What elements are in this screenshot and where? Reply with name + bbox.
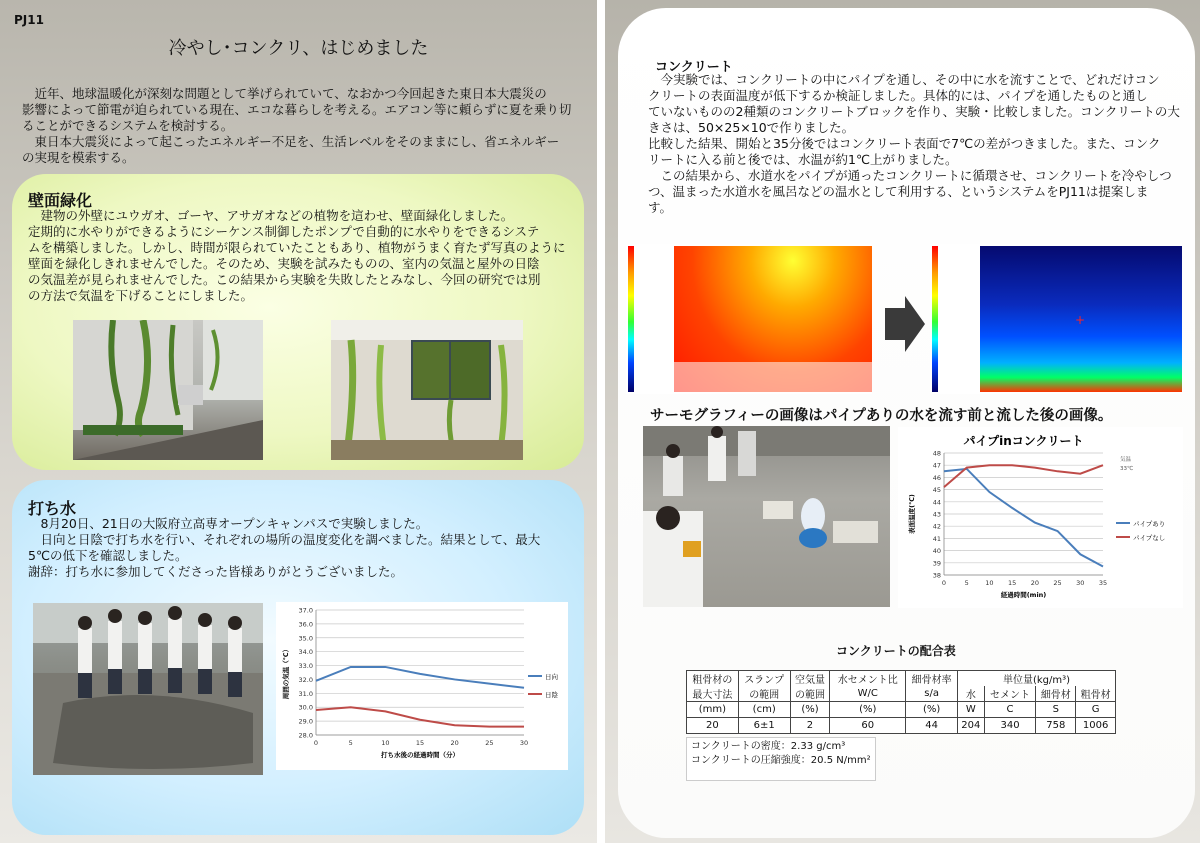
mix-head-cell: S xyxy=(1036,702,1076,718)
concrete-text: 今実験では、コンクリートの中にパイプを通し、その中に水を流すことで、どれだけコン クリートの表面温度が低下するか検証しました。具体的には、パイプを通したものと通し ていないものの2種類のコンクリートブロックを作り、実験・比較しました。コンクリートの大 きさは、50×25×10で作りました。 比較した結果、開始と35分後ではコンクリート表面で7℃の差がつきました。また、コンク リートに入る前と後では、水温が約1℃上がりました。 この結果から、水道水をパイプが通ったコンクリートに循環させ、コンクリートを冷やしつ つ、温まった水道水を風呂などの温水として利用する、というシステムをPJ11は提案しま す。 xyxy=(648,72,1180,215)
series-line-a xyxy=(944,469,1103,567)
mix-head-cell: 水 xyxy=(958,686,985,702)
mix-head-cell: 空気量 xyxy=(790,671,830,687)
legend-label: パイプなし xyxy=(1133,534,1166,542)
mix-cell: 1006 xyxy=(1076,718,1116,734)
concrete-heading: コンクリート xyxy=(655,60,733,75)
mix-table-title: コンクリートの配合表 xyxy=(836,644,956,658)
x-tick-label: 5 xyxy=(964,579,969,587)
x-tick-label: 25 xyxy=(485,739,494,747)
y-axis-label: 周囲の気温（℃） xyxy=(282,645,290,700)
page-title: 冷やし･コンクリ、はじめました xyxy=(168,38,429,59)
x-tick-label: 25 xyxy=(1053,579,1062,587)
water-sprinkling-text: 8月20日、21日の大阪府立高専オープンキャンパスで実験しました。 日向と日陰で打ち水を行い、それぞれの場所の温度変化を調べました。結果として、最大 5℃の低下を確認しました。 謝辞：打ち水に参加してくださった皆様ありがとうございました。 xyxy=(28,516,541,579)
legend-label: パイプあり xyxy=(1133,520,1166,528)
y-tick-label: 33.0 xyxy=(298,662,313,671)
legend-title: 33℃ xyxy=(1120,466,1134,472)
mix-cell: 2 xyxy=(790,718,830,734)
series-line-b xyxy=(316,707,524,726)
mix-head-cell: の範囲 xyxy=(738,686,790,702)
mix-head-cell: s/a xyxy=(906,686,958,702)
mix-cell: 6±1 xyxy=(738,718,790,734)
x-tick-label: 5 xyxy=(348,739,353,747)
x-tick-label: 20 xyxy=(1030,579,1039,587)
experiment-photo xyxy=(643,426,890,607)
legend-label: 日向 xyxy=(545,673,558,681)
thermal-image-after xyxy=(930,244,1182,394)
mix-table-header-row-3 xyxy=(687,702,1116,718)
concrete-density: コンクリートの密度：2.33 g/cm³ xyxy=(691,741,846,752)
chart-title: パイプinコンクリート xyxy=(963,434,1084,448)
mix-table-data-row xyxy=(687,718,1116,734)
concrete-strength: コンクリートの圧縮強度：20.5 N/mm² xyxy=(691,755,871,766)
x-tick-label: 15 xyxy=(415,739,425,747)
y-tick-label: 40 xyxy=(932,547,941,556)
sprinkling-chart-box xyxy=(276,602,568,770)
page-gutter xyxy=(597,0,605,843)
y-tick-label: 31.0 xyxy=(298,689,313,698)
mix-head-cell: 粗骨材の xyxy=(687,671,739,687)
y-axis-label: 表面温度(℃) xyxy=(908,494,916,534)
y-tick-label: 39 xyxy=(932,559,941,568)
green-wall-heading: 壁面緑化 xyxy=(28,191,93,210)
thermal-scale-before xyxy=(628,246,634,392)
mix-cell: 340 xyxy=(984,718,1036,734)
mix-head-cell: (mm) xyxy=(687,702,739,718)
x-tick-label: 35 xyxy=(1098,579,1108,587)
y-tick-label: 43 xyxy=(932,510,941,519)
x-tick-label: 30 xyxy=(519,739,529,747)
mix-table-header-row-2 xyxy=(687,686,1116,702)
y-tick-label: 42 xyxy=(932,522,941,531)
mix-head-cell: (%) xyxy=(790,702,830,718)
green-wall-photo-1 xyxy=(73,320,263,460)
y-tick-label: 46 xyxy=(932,473,941,482)
green-wall-text: 建物の外壁にユウガオ、ゴーヤ、アサガオなどの植物を這わせ、壁面緑化しました。 定期的に水やりができるようにシーケンス制御したポンプで自動的に水やりをできるシステ ムを構築しました。しかし、時間が限られていたこともあり、植物がうまく育たず写真のように 壁面を緑化しきれませんでした。そのため、実験を試みたものの、室内の気温と屋外の日陰 の気温差が見られませんでした。この結果から実験を失敗したとみなし、今回の研究では別 の方法で気温を下げることにしました。 xyxy=(28,208,566,303)
mix-head-cell: W xyxy=(958,702,985,718)
y-tick-label: 38 xyxy=(932,571,941,580)
mix-table-header-row-1 xyxy=(687,671,1116,687)
y-tick-label: 47 xyxy=(932,461,941,470)
intro-text: 近年、地球温暖化が深刻な問題として挙げられていて、なおかつ今回起きた東日本大震災の 影響によって節電が迫られている現在、エコな暮らしを考える。エアコン等に頼らずに夏を乗り切 ることができるシステムを検討する。 東日本大震災によって起こったエネルギー不足を、生活レベルをそのままにし、省エネルギー の実現を模索する。 xyxy=(22,86,572,165)
series-line-a xyxy=(316,667,524,688)
mix-head-cell: 単位量(kg/m³) xyxy=(958,671,1116,687)
series-line-b xyxy=(944,465,1103,487)
x-tick-label: 0 xyxy=(313,739,319,747)
mix-head-cell: (%) xyxy=(906,702,958,718)
y-tick-label: 48 xyxy=(932,449,941,458)
y-tick-label: 36.0 xyxy=(298,620,313,629)
mix-head-cell: の範囲 xyxy=(790,686,830,702)
mix-head-cell: セメント xyxy=(984,686,1036,702)
x-tick-label: 20 xyxy=(450,739,459,747)
thermal-scale-after xyxy=(932,246,938,392)
legend-label: 日陰 xyxy=(545,691,558,699)
y-tick-label: 30.0 xyxy=(298,703,313,712)
y-tick-label: 28.0 xyxy=(298,731,313,740)
y-tick-label: 35.0 xyxy=(298,634,313,643)
y-tick-label: 32.0 xyxy=(298,675,313,684)
sprinkling-chart xyxy=(276,602,568,770)
green-wall-photo-2 xyxy=(331,320,523,460)
mix-head-cell: 最大寸法 xyxy=(687,686,739,702)
mix-cell: 758 xyxy=(1036,718,1076,734)
legend-title: 気温 xyxy=(1120,457,1132,463)
arrow-right-icon xyxy=(885,296,925,356)
y-tick-label: 44 xyxy=(932,498,941,507)
pipe-chart-box xyxy=(898,427,1183,608)
crosshair-icon: + xyxy=(1075,313,1086,327)
x-tick-label: 10 xyxy=(985,579,994,587)
project-id: PJ11 xyxy=(14,13,44,27)
y-tick-label: 41 xyxy=(932,534,941,543)
water-sprinkling-heading: 打ち水 xyxy=(28,499,77,518)
water-sprinkling-photo xyxy=(33,603,263,775)
y-tick-label: 45 xyxy=(932,486,941,495)
mix-head-cell: G xyxy=(1076,702,1116,718)
mix-head-cell: 細骨材率 xyxy=(906,671,958,687)
x-tick-label: 15 xyxy=(1008,579,1017,587)
thermal-image-before xyxy=(626,244,872,394)
x-tick-label: 10 xyxy=(381,739,390,747)
x-tick-label: 0 xyxy=(941,579,947,587)
mix-head-cell: 細骨材 xyxy=(1036,686,1076,702)
x-tick-label: 30 xyxy=(1076,579,1085,587)
mix-head-cell: C xyxy=(984,702,1036,718)
mix-cell: 20 xyxy=(687,718,739,734)
x-axis-label: 打ち水後の経過時間（分） xyxy=(381,751,459,759)
mix-head-cell: 粗骨材 xyxy=(1076,686,1116,702)
thermo-caption: サーモグラフィーの画像はパイプありの水を流す前と流した後の画像。 xyxy=(650,408,1113,424)
mix-head-cell: スランプ xyxy=(738,671,790,687)
pipe-chart xyxy=(898,427,1183,608)
x-axis-label: 経過時間(min) xyxy=(1000,591,1047,599)
mix-head-cell: 水セメント比 xyxy=(830,671,906,687)
y-tick-label: 37.0 xyxy=(298,606,313,615)
y-tick-label: 29.0 xyxy=(298,717,313,726)
mix-cell: 44 xyxy=(906,718,958,734)
mix-head-cell: (%) xyxy=(830,702,906,718)
y-tick-label: 34.0 xyxy=(298,648,313,657)
mix-head-cell: W/C xyxy=(830,686,906,702)
thermal-before-edge xyxy=(674,362,872,392)
mix-cell: 204 xyxy=(958,718,985,734)
mix-head-cell: (cm) xyxy=(738,702,790,718)
concrete-properties xyxy=(686,737,876,781)
mix-table xyxy=(686,670,1116,734)
mix-cell: 60 xyxy=(830,718,906,734)
